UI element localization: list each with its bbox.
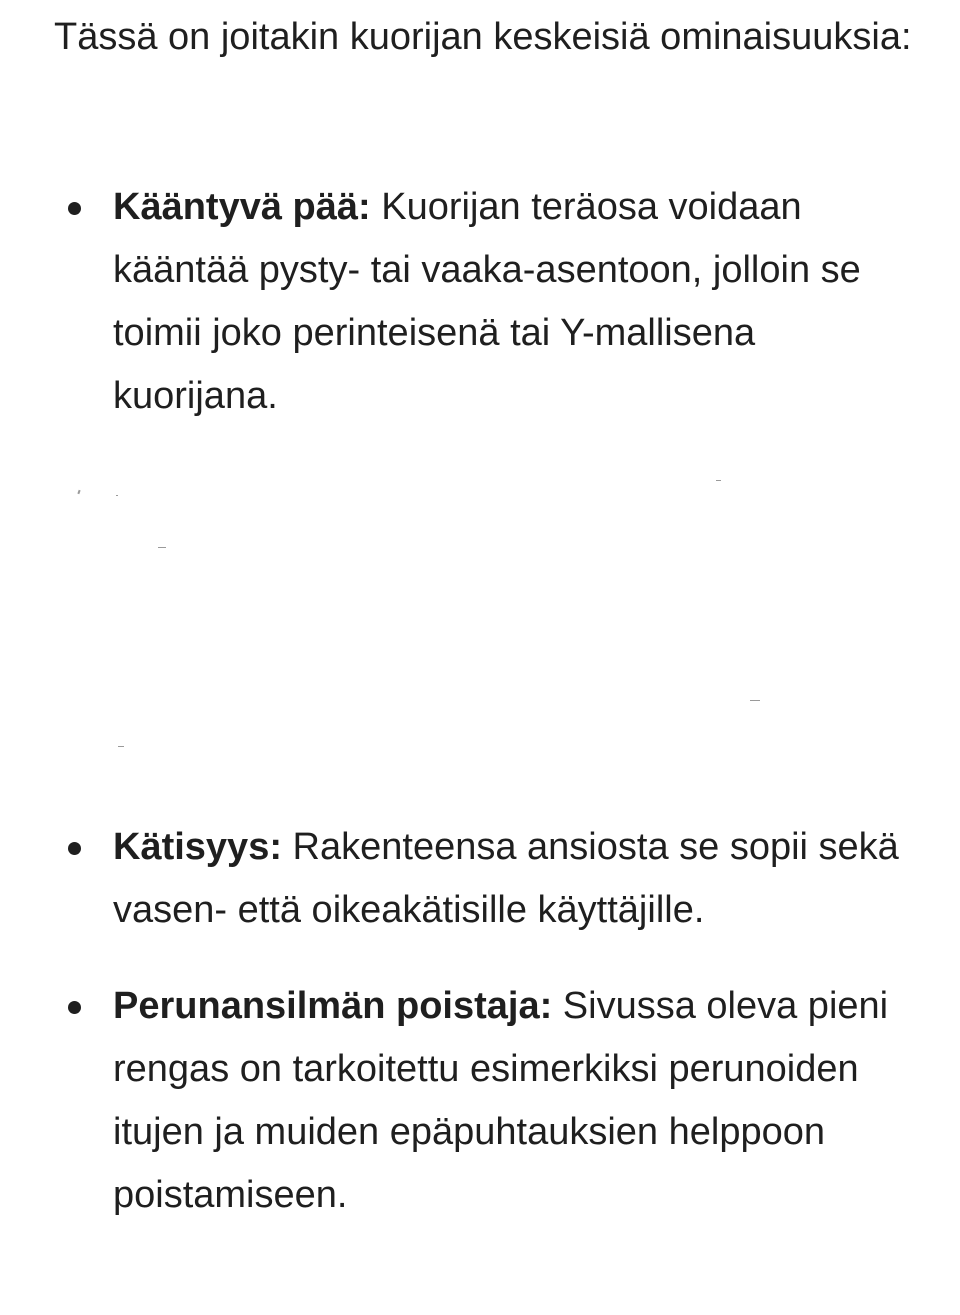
feature-title: Perunansilmän poistaja: [113, 985, 553, 1027]
feature-text [113, 975, 913, 1227]
feature-title: Kääntyvä pää: [113, 186, 371, 228]
feature-description: Rakenteensa ansiosta se sopii sekä vasen- että oikeakätisille käyttäjille. [113, 826, 899, 931]
intro-paragraph: Tässä on joitakin kuorijan keskeisiä ominaisuuksia: [54, 16, 912, 58]
bullet-icon [68, 842, 81, 855]
feature-text [113, 816, 913, 942]
blank-image-area [0, 440, 960, 800]
feature-title: Kätisyys: [113, 826, 282, 868]
bullet-icon [68, 1001, 81, 1014]
feature-description: Sivussa oleva pieni rengas on tarkoitettu esimerkiksi perunoiden itujen ja muiden epäpuhtauksien helppoon poistamiseen. [113, 985, 889, 1216]
feature-description: Kuorijan teräosa voidaan kääntää pysty- tai vaaka-asentoon, jolloin se toimii joko perinteisenä tai Y-mallisena kuorijana. [113, 186, 861, 417]
feature-text [113, 176, 913, 428]
bullet-icon [68, 202, 81, 215]
